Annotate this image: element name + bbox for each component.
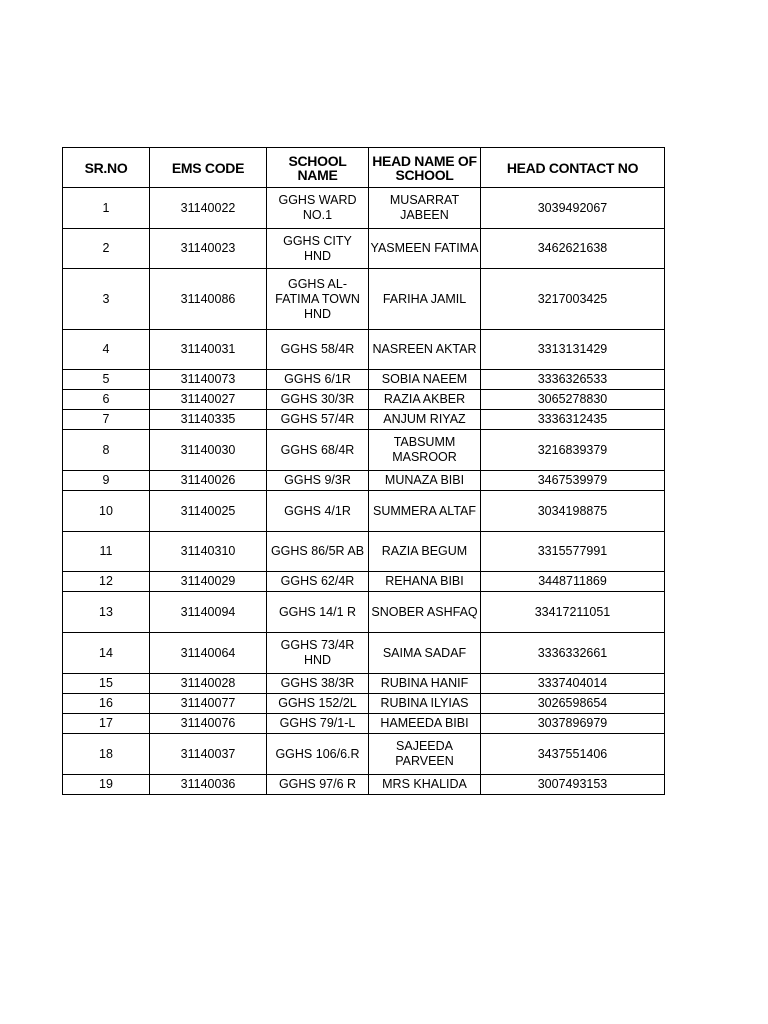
cell-ems-code: 31140030 xyxy=(150,430,267,471)
cell-head-contact: 3216839379 xyxy=(481,430,665,471)
table-row xyxy=(63,592,665,633)
cell-school-name: GGHS 30/3R xyxy=(267,390,369,410)
table-row xyxy=(63,188,665,229)
header-row xyxy=(63,148,665,188)
schools-table xyxy=(62,147,665,795)
cell-head-contact: 3337404014 xyxy=(481,674,665,694)
table-row xyxy=(63,471,665,491)
cell-school-name: GGHS 57/4R xyxy=(267,410,369,430)
cell-head-contact: 3467539979 xyxy=(481,471,665,491)
header-head-contact: HEAD CONTACT NO xyxy=(481,148,665,188)
table-row xyxy=(63,330,665,370)
cell-head-name: REHANA BIBI xyxy=(369,572,481,592)
cell-head-name: NASREEN AKTAR xyxy=(369,330,481,370)
cell-head-name: MRS KHALIDA xyxy=(369,775,481,795)
cell-school-name: GGHS 73/4R HND xyxy=(267,633,369,674)
table-row xyxy=(63,714,665,734)
cell-school-name: GGHS WARD NO.1 xyxy=(267,188,369,229)
cell-school-name: GGHS 152/2L xyxy=(267,694,369,714)
cell-ems-code: 31140086 xyxy=(150,269,267,330)
table-row xyxy=(63,269,665,330)
cell-head-contact: 3007493153 xyxy=(481,775,665,795)
cell-sr-no: 4 xyxy=(63,330,150,370)
cell-head-name: MUSARRAT JABEEN xyxy=(369,188,481,229)
cell-school-name: GGHS 62/4R xyxy=(267,572,369,592)
table-row xyxy=(63,410,665,430)
cell-head-contact: 3034198875 xyxy=(481,491,665,532)
cell-sr-no: 8 xyxy=(63,430,150,471)
header-school-name: SCHOOL NAME xyxy=(267,148,369,188)
cell-head-contact: 3336312435 xyxy=(481,410,665,430)
table-row xyxy=(63,775,665,795)
cell-school-name: GGHS 106/6.R xyxy=(267,734,369,775)
cell-school-name: GGHS 97/6 R xyxy=(267,775,369,795)
cell-sr-no: 13 xyxy=(63,592,150,633)
cell-ems-code: 31140029 xyxy=(150,572,267,592)
cell-sr-no: 17 xyxy=(63,714,150,734)
table-row xyxy=(63,694,665,714)
cell-head-contact: 3448711869 xyxy=(481,572,665,592)
cell-head-contact: 3313131429 xyxy=(481,330,665,370)
cell-sr-no: 6 xyxy=(63,390,150,410)
cell-head-contact: 3037896979 xyxy=(481,714,665,734)
cell-head-name: TABSUMM MASROOR xyxy=(369,430,481,471)
cell-sr-no: 12 xyxy=(63,572,150,592)
cell-school-name: GGHS 4/1R xyxy=(267,491,369,532)
cell-head-name: YASMEEN FATIMA xyxy=(369,229,481,269)
cell-head-name: RUBINA HANIF xyxy=(369,674,481,694)
table-row xyxy=(63,390,665,410)
header-ems-code: EMS CODE xyxy=(150,148,267,188)
cell-sr-no: 15 xyxy=(63,674,150,694)
cell-head-name: SOBIA NAEEM xyxy=(369,370,481,390)
cell-school-name: GGHS 6/1R xyxy=(267,370,369,390)
table-row xyxy=(63,633,665,674)
cell-head-name: MUNAZA BIBI xyxy=(369,471,481,491)
table-row xyxy=(63,430,665,471)
cell-school-name: GGHS 9/3R xyxy=(267,471,369,491)
cell-sr-no: 7 xyxy=(63,410,150,430)
cell-head-contact: 3462621638 xyxy=(481,229,665,269)
cell-ems-code: 31140028 xyxy=(150,674,267,694)
cell-head-name: SUMMERA ALTAF xyxy=(369,491,481,532)
cell-ems-code: 31140310 xyxy=(150,532,267,572)
cell-ems-code: 31140094 xyxy=(150,592,267,633)
cell-head-contact: 3336332661 xyxy=(481,633,665,674)
table-row xyxy=(63,370,665,390)
cell-sr-no: 2 xyxy=(63,229,150,269)
cell-head-name: ANJUM RIYAZ xyxy=(369,410,481,430)
cell-head-name: SAIMA SADAF xyxy=(369,633,481,674)
cell-head-name: SNOBER ASHFAQ xyxy=(369,592,481,633)
cell-ems-code: 31140025 xyxy=(150,491,267,532)
cell-sr-no: 5 xyxy=(63,370,150,390)
cell-school-name: GGHS 79/1-L xyxy=(267,714,369,734)
cell-head-name: HAMEEDA BIBI xyxy=(369,714,481,734)
cell-head-contact: 3026598654 xyxy=(481,694,665,714)
cell-ems-code: 31140077 xyxy=(150,694,267,714)
cell-head-contact: 33417211051 xyxy=(481,592,665,633)
cell-ems-code: 31140073 xyxy=(150,370,267,390)
cell-ems-code: 31140037 xyxy=(150,734,267,775)
cell-ems-code: 31140026 xyxy=(150,471,267,491)
cell-head-name: RUBINA ILYIAS xyxy=(369,694,481,714)
cell-ems-code: 31140031 xyxy=(150,330,267,370)
cell-sr-no: 19 xyxy=(63,775,150,795)
cell-sr-no: 14 xyxy=(63,633,150,674)
cell-school-name: GGHS 86/5R AB xyxy=(267,532,369,572)
cell-school-name: GGHS CITY HND xyxy=(267,229,369,269)
cell-head-contact: 3336326533 xyxy=(481,370,665,390)
header-sr-no: SR.NO xyxy=(63,148,150,188)
table-row xyxy=(63,734,665,775)
cell-sr-no: 11 xyxy=(63,532,150,572)
cell-head-name: RAZIA AKBER xyxy=(369,390,481,410)
cell-head-contact: 3217003425 xyxy=(481,269,665,330)
table-row xyxy=(63,674,665,694)
cell-head-contact: 3437551406 xyxy=(481,734,665,775)
cell-sr-no: 9 xyxy=(63,471,150,491)
cell-ems-code: 31140064 xyxy=(150,633,267,674)
cell-school-name: GGHS 38/3R xyxy=(267,674,369,694)
cell-ems-code: 31140036 xyxy=(150,775,267,795)
cell-head-name: RAZIA BEGUM xyxy=(369,532,481,572)
cell-school-name: GGHS AL-FATIMA TOWN HND xyxy=(267,269,369,330)
cell-ems-code: 31140023 xyxy=(150,229,267,269)
table-row xyxy=(63,532,665,572)
cell-head-contact: 3315577991 xyxy=(481,532,665,572)
cell-school-name: GGHS 58/4R xyxy=(267,330,369,370)
cell-head-contact: 3065278830 xyxy=(481,390,665,410)
cell-ems-code: 31140335 xyxy=(150,410,267,430)
cell-head-name: FARIHA JAMIL xyxy=(369,269,481,330)
header-head-name: HEAD NAME OF SCHOOL xyxy=(369,148,481,188)
cell-ems-code: 31140022 xyxy=(150,188,267,229)
cell-sr-no: 1 xyxy=(63,188,150,229)
cell-school-name: GGHS 68/4R xyxy=(267,430,369,471)
cell-head-name: SAJEEDA PARVEEN xyxy=(369,734,481,775)
cell-ems-code: 31140076 xyxy=(150,714,267,734)
table-row xyxy=(63,572,665,592)
table-row xyxy=(63,491,665,532)
cell-ems-code: 31140027 xyxy=(150,390,267,410)
cell-head-contact: 3039492067 xyxy=(481,188,665,229)
cell-sr-no: 3 xyxy=(63,269,150,330)
cell-sr-no: 16 xyxy=(63,694,150,714)
cell-sr-no: 10 xyxy=(63,491,150,532)
cell-sr-no: 18 xyxy=(63,734,150,775)
cell-school-name: GGHS 14/1 R xyxy=(267,592,369,633)
table-row xyxy=(63,229,665,269)
